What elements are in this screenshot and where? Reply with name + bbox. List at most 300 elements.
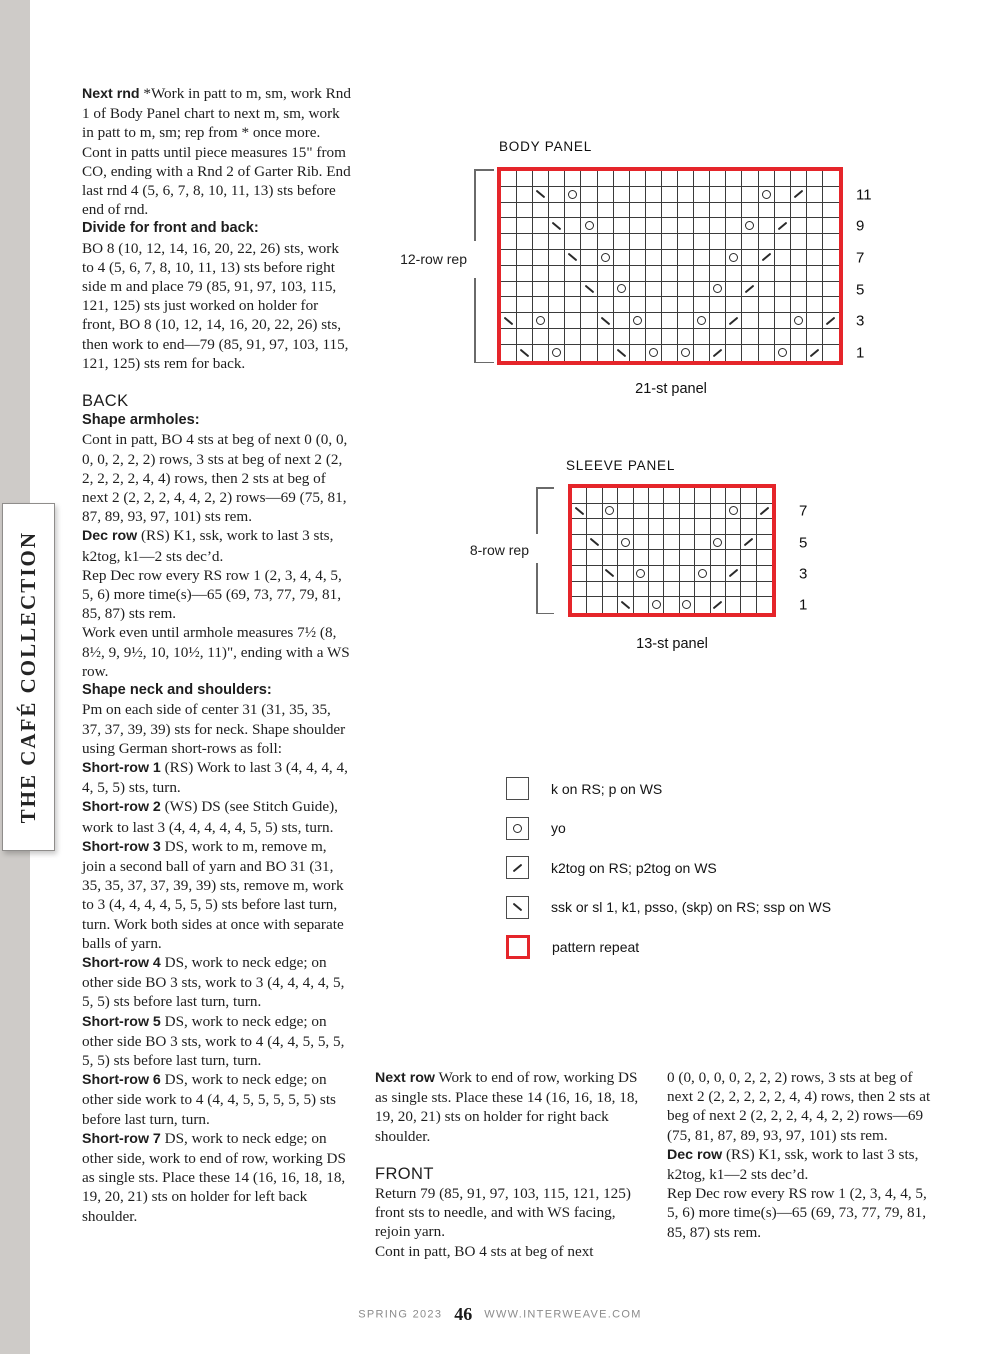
yo-symbol (729, 253, 738, 262)
chart-cell (549, 345, 565, 361)
chart-cell (823, 218, 839, 234)
chart-cell (694, 297, 710, 313)
yo-symbol (601, 253, 610, 262)
chart-cell (634, 597, 649, 613)
chart-cell (711, 488, 726, 504)
yo-symbol (762, 190, 771, 199)
chart-cell (533, 297, 549, 313)
chart-cell (807, 329, 823, 345)
chart-cell (587, 488, 602, 504)
chart-cell (711, 566, 726, 582)
chart-cell (618, 566, 633, 582)
repeat-bracket (536, 563, 538, 614)
footer-season: SPRING 2023 (358, 1308, 443, 1321)
chart-cell (646, 313, 662, 329)
paragraph: Short-row 6 DS, work to neck edge; on other side work to 4 (4, 4, 5, 5, 5, 5, 5) sts before last turn, turn. (82, 1071, 336, 1128)
chart-cell (630, 297, 646, 313)
chart-cell (695, 519, 710, 535)
repeat-bracket (474, 169, 494, 171)
repeat-bracket (536, 487, 554, 489)
chart-cell (680, 582, 695, 598)
chart-cell (565, 187, 581, 203)
chart-cell (501, 234, 517, 250)
chart-cell (565, 282, 581, 298)
chart-cell (726, 535, 741, 551)
chart-cell (694, 329, 710, 345)
chart-cell (710, 345, 726, 361)
ssk-symbol (584, 285, 594, 294)
chart-cell (726, 582, 741, 598)
chart-cell (742, 282, 758, 298)
chart-cell (581, 297, 597, 313)
run-in-heading: Short-row 6 (82, 1072, 161, 1089)
chart-cell (726, 218, 742, 234)
chart-cell (649, 597, 664, 613)
chart-cell (517, 282, 533, 298)
chart-cell (634, 519, 649, 535)
yo-symbol (536, 316, 545, 325)
row-number: 3 (799, 565, 808, 583)
chart-cell (664, 504, 679, 520)
k2tog-symbol (760, 507, 770, 516)
yo-symbol (713, 284, 722, 293)
chart-cell (694, 171, 710, 187)
chart-cell (791, 345, 807, 361)
yo-symbol (652, 600, 661, 609)
chart-cell (807, 203, 823, 219)
chart-cell (694, 313, 710, 329)
chart-cell (501, 329, 517, 345)
row-number: 3 (856, 312, 865, 330)
ssk-symbol (552, 221, 562, 230)
chart-cell (603, 566, 618, 582)
chart-cell (634, 488, 649, 504)
chart-cell (759, 234, 775, 250)
chart-cell (710, 313, 726, 329)
k2tog-symbol (745, 285, 755, 294)
chart-cell (517, 203, 533, 219)
chart-cell (581, 282, 597, 298)
chart-cell (807, 313, 823, 329)
yo-symbol (513, 824, 522, 833)
chart-cell (664, 566, 679, 582)
chart-cell (775, 203, 791, 219)
chart-cell (680, 519, 695, 535)
chart-cell (711, 582, 726, 598)
k2tog-symbol (793, 190, 803, 199)
chart-cell (757, 582, 772, 598)
chart-cell (759, 266, 775, 282)
chart-cell (775, 282, 791, 298)
row-number: 9 (856, 217, 865, 235)
sleeve-panel-panel-label: 13-st panel (636, 636, 708, 652)
chart-cell (614, 171, 630, 187)
chart-cell (678, 234, 694, 250)
chart-cell (587, 582, 602, 598)
chart-cell (741, 504, 756, 520)
chart-cell (581, 250, 597, 266)
knit-icon (506, 777, 529, 800)
yo-symbol (697, 316, 706, 325)
chart-cell (646, 297, 662, 313)
chart-cell (634, 582, 649, 598)
chart-cell (533, 187, 549, 203)
chart-cell (678, 313, 694, 329)
yo-symbol (552, 348, 561, 357)
yo-symbol (568, 190, 577, 199)
chart-cell (646, 203, 662, 219)
paragraph: Next row Work to end of row, working DS as single sts. Place these 14 (16, 16, 18, 18, 19, 20, 21) sts on holder for right back shoulder. (375, 1069, 639, 1145)
run-in-heading: Dec row (667, 1146, 723, 1163)
chart-cell (759, 313, 775, 329)
instructions-column-left (82, 84, 352, 1226)
chart-cell (646, 345, 662, 361)
chart-cell (565, 297, 581, 313)
sleeve-panel-rep-label: 8-row rep (469, 542, 529, 558)
instructions-column-right (667, 1068, 937, 1242)
chart-cell (726, 203, 742, 219)
chart-cell (759, 203, 775, 219)
ssk-symbol (568, 253, 578, 262)
chart-cell (587, 519, 602, 535)
chart-cell (630, 234, 646, 250)
chart-cell (726, 566, 741, 582)
chart-cell (572, 550, 587, 566)
chart-cell (757, 566, 772, 582)
chart-cell (517, 297, 533, 313)
paragraph: Cont in patt, BO 4 sts at beg of next 0 (0, 0, 0, 0, 2, 2, 2) rows, 3 sts at beg of next 2 (2, 2, 2, 2, 2, 4, 4) rows, then 2 sts at beg of next 2 (2, 2, 2, 4, 4, 2, 2) rows—69 (75, 81, 87, 89, 93, 97, 101) sts rem. (82, 431, 348, 526)
chart-cell (823, 313, 839, 329)
chart-cell (823, 282, 839, 298)
run-in-heading: Next row (375, 1070, 435, 1086)
chart-cell (533, 203, 549, 219)
chart-cell (662, 313, 678, 329)
chart-cell (598, 203, 614, 219)
k2tog-symbol (713, 601, 723, 610)
chart-cell (603, 519, 618, 535)
chart-cell (759, 187, 775, 203)
paragraph-gap (82, 373, 352, 392)
legend-item (506, 856, 831, 879)
repeat-bracket (474, 362, 494, 364)
chart-cell (711, 519, 726, 535)
chart-cell (694, 345, 710, 361)
chart-cell (664, 535, 679, 551)
chart-cell (662, 297, 678, 313)
chart-cell (741, 519, 756, 535)
chart-cell (823, 345, 839, 361)
legend-item (506, 817, 831, 840)
chart-cell (742, 171, 758, 187)
repeat-bracket (536, 613, 554, 615)
paragraph: Dec row (RS) K1, ssk, work to last 3 sts, k2tog, k1—2 sts dec’d. (82, 527, 334, 565)
chart-cell (678, 250, 694, 266)
chart-cell (630, 218, 646, 234)
chart-cell (598, 282, 614, 298)
chart-cell (775, 218, 791, 234)
chart-cell (726, 329, 742, 345)
chart-cell (742, 266, 758, 282)
chart-cell (757, 519, 772, 535)
chart-cell (759, 171, 775, 187)
chart-cell (694, 187, 710, 203)
chart-cell (807, 171, 823, 187)
paragraph: Short-row 1 (RS) Work to last 3 (4, 4, 4, 4, 4, 5, 5) sts, turn. (82, 758, 348, 797)
chart-cell (662, 282, 678, 298)
chart-cell (581, 171, 597, 187)
yo-symbol (585, 221, 594, 230)
chart-cell (726, 171, 742, 187)
chart-cell (587, 535, 602, 551)
yo-symbol (745, 221, 754, 230)
chart-cell (741, 566, 756, 582)
chart-cell (662, 187, 678, 203)
paragraph: Short-row 5 DS, work to neck edge; on other side BO 3 sts, work to 4 (4, 4, 5, 5, 5, 5, 5) sts before last turn, turn. (82, 1012, 345, 1069)
chart-cell (549, 282, 565, 298)
legend-label: yo (551, 820, 566, 836)
chart-cell (649, 550, 664, 566)
paragraph: Short-row 3 DS, work to m, remove m, join a second ball of yarn and BO 31 (31, 35, 35, 37, 37, 39, 39) sts, remove m, work to 3 (4, 4, 4, 4, 5, 5, 5) sts before last turn, turn. Work both sides at once with separate balls of yarn. (82, 837, 344, 952)
sleeve-panel-grid (568, 484, 776, 617)
chart-cell (646, 250, 662, 266)
chart-cell (603, 550, 618, 566)
chart-cell (823, 297, 839, 313)
paragraph: Pm on each side of center 31 (31, 35, 35, 37, 37, 39, 39) sts for neck. Shape shoulder using German short-rows as foll: (82, 701, 346, 757)
chart-cell (757, 550, 772, 566)
chart-cell (695, 550, 710, 566)
chart-cell (649, 504, 664, 520)
body-panel-grid (497, 167, 843, 365)
repeat-bracket (536, 487, 538, 534)
chart-cell (533, 250, 549, 266)
chart-cell (598, 266, 614, 282)
chart-cell (598, 218, 614, 234)
chart-cell (742, 218, 758, 234)
chart-cell (695, 582, 710, 598)
chart-cell (726, 234, 742, 250)
chart-cell (726, 504, 741, 520)
yo-symbol (605, 506, 614, 515)
chart-cell (823, 171, 839, 187)
instructions-column-middle (375, 1068, 641, 1261)
chart-cell (572, 597, 587, 613)
chart-cell (630, 171, 646, 187)
paragraph: Return 79 (85, 91, 97, 103, 115, 121, 125) front sts to needle, and with WS facing, rejoin yarn. (375, 1185, 631, 1241)
chart-cell (791, 329, 807, 345)
chart-cell (598, 250, 614, 266)
chart-cell (572, 582, 587, 598)
chart-legend (506, 777, 831, 959)
legend-label: pattern repeat (552, 939, 640, 955)
chart-cell (646, 171, 662, 187)
chart-cell (759, 282, 775, 298)
chart-cell (662, 218, 678, 234)
k2tog-symbol (777, 221, 787, 230)
sub-heading: Shape neck and shoulders: (82, 682, 272, 699)
chart-cell (726, 313, 742, 329)
chart-cell (711, 504, 726, 520)
chart-cell (678, 266, 694, 282)
chart-cell (742, 203, 758, 219)
chart-cell (726, 250, 742, 266)
legend-item (506, 777, 831, 800)
sub-heading: Divide for front and back: (82, 220, 259, 237)
chart-cell (581, 203, 597, 219)
chart-cell (710, 187, 726, 203)
chart-cell (565, 250, 581, 266)
yo-symbol (681, 348, 690, 357)
section-heading: BACK (82, 392, 129, 411)
chart-cell (614, 218, 630, 234)
chart-cell (501, 203, 517, 219)
chart-cell (587, 597, 602, 613)
yo-symbol (713, 538, 722, 547)
chart-cell (775, 171, 791, 187)
legend-item (506, 896, 831, 919)
chart-cell (710, 250, 726, 266)
chart-cell (533, 266, 549, 282)
chart-cell (775, 329, 791, 345)
chart-cell (664, 597, 679, 613)
chart-cell (634, 566, 649, 582)
chart-cell (775, 187, 791, 203)
row-number: 1 (799, 596, 808, 614)
chart-cell (565, 329, 581, 345)
chart-cell (664, 519, 679, 535)
chart-cell (517, 329, 533, 345)
paragraph: BO 8 (10, 12, 14, 16, 20, 22, 26) sts, work to 4 (5, 6, 7, 8, 10, 11, 13) sts before right side m and place 79 (85, 91, 97, 103, 115, 121, 125) sts just worked on holder for front, BO 8 (10, 12, 14, 16, 20, 22, 26) sts, then work to end—79 (85, 91, 97, 103, 115, 121, 125) sts rem for back. (82, 239, 349, 372)
chart-cell (646, 234, 662, 250)
run-in-heading: Dec row (82, 528, 138, 545)
chart-cell (791, 313, 807, 329)
chart-cell (695, 566, 710, 582)
chart-cell (710, 234, 726, 250)
paragraph: Short-row 4 DS, work to neck edge; on other side BO 3 sts, work to 3 (4, 4, 4, 4, 5, 5, 5) sts before last turn, turn. (82, 953, 345, 1011)
chart-cell (662, 203, 678, 219)
chart-cell (759, 250, 775, 266)
chart-cell (618, 535, 633, 551)
collection-banner-label: THE CAFÉ COLLECTION (16, 530, 40, 824)
chart-cell (664, 550, 679, 566)
chart-cell (565, 171, 581, 187)
chart-cell (630, 345, 646, 361)
chart-cell (742, 345, 758, 361)
chart-cell (726, 282, 742, 298)
chart-cell (581, 345, 597, 361)
chart-cell (726, 597, 741, 613)
chart-cell (807, 282, 823, 298)
yo-symbol (698, 569, 707, 578)
chart-cell (662, 345, 678, 361)
paragraph: Rep Dec row every RS row 1 (2, 3, 4, 4, 5, 5, 6) more time(s)—65 (69, 73, 77, 79, 81, 85, 87) sts rem. (667, 1185, 927, 1241)
chart-cell (598, 329, 614, 345)
yo-symbol (794, 316, 803, 325)
chart-cell (565, 234, 581, 250)
chart-cell (533, 218, 549, 234)
chart-cell (711, 597, 726, 613)
chart-cell (742, 329, 758, 345)
chart-cell (823, 187, 839, 203)
chart-cell (757, 597, 772, 613)
row-number: 7 (856, 249, 865, 267)
chart-cell (549, 329, 565, 345)
k2tog-symbol (728, 569, 738, 578)
chart-cell (678, 297, 694, 313)
chart-cell (710, 329, 726, 345)
chart-cell (662, 329, 678, 345)
yo-symbol (621, 538, 630, 547)
sub-heading: Shape armholes: (82, 412, 200, 429)
chart-cell (807, 266, 823, 282)
chart-cell (775, 234, 791, 250)
ssk-symbol (520, 348, 530, 357)
chart-cell (710, 297, 726, 313)
chart-cell (649, 582, 664, 598)
chart-cell (694, 282, 710, 298)
chart-cell (757, 535, 772, 551)
chart-cell (823, 250, 839, 266)
ssk-symbol (600, 316, 610, 325)
chart-cell (710, 282, 726, 298)
chart-cell (726, 187, 742, 203)
chart-cell (678, 187, 694, 203)
chart-cell (742, 187, 758, 203)
chart-cell (742, 250, 758, 266)
chart-cell (741, 582, 756, 598)
legend-label: k on RS; p on WS (551, 780, 663, 797)
chart-cell (630, 266, 646, 282)
paragraph: Short-row 7 DS, work to neck edge; on other side, work to end of row, working DS as single sts. Place these 14 (16, 16, 18, 18, 19, 20, 21) sts on holder for left back shoulder. (82, 1129, 346, 1225)
chart-cell (598, 171, 614, 187)
chart-cell (614, 187, 630, 203)
chart-cell (695, 488, 710, 504)
chart-cell (649, 519, 664, 535)
yo-symbol (636, 569, 645, 578)
chart-cell (549, 203, 565, 219)
chart-cell (757, 504, 772, 520)
chart-cell (517, 187, 533, 203)
chart-cell (565, 266, 581, 282)
chart-cell (549, 171, 565, 187)
chart-cell (630, 187, 646, 203)
chart-cell (649, 488, 664, 504)
chart-cell (694, 218, 710, 234)
chart-cell (501, 171, 517, 187)
chart-cell (581, 187, 597, 203)
chart-cell (759, 329, 775, 345)
chart-cell (823, 266, 839, 282)
chart-cell (533, 313, 549, 329)
chart-cell (517, 171, 533, 187)
chart-cell (618, 519, 633, 535)
chart-cell (634, 504, 649, 520)
chart-cell (618, 550, 633, 566)
chart-cell (581, 329, 597, 345)
row-number: 5 (799, 534, 808, 552)
chart-cell (646, 187, 662, 203)
chart-cell (695, 535, 710, 551)
chart-cell (517, 345, 533, 361)
chart-cell (791, 187, 807, 203)
chart-cell (662, 171, 678, 187)
chart-cell (572, 519, 587, 535)
chart-cell (823, 329, 839, 345)
repeat-bracket (474, 278, 476, 363)
chart-cell (726, 488, 741, 504)
k2tog-symbol (761, 253, 771, 262)
chart-cell (726, 297, 742, 313)
chart-cell (603, 597, 618, 613)
